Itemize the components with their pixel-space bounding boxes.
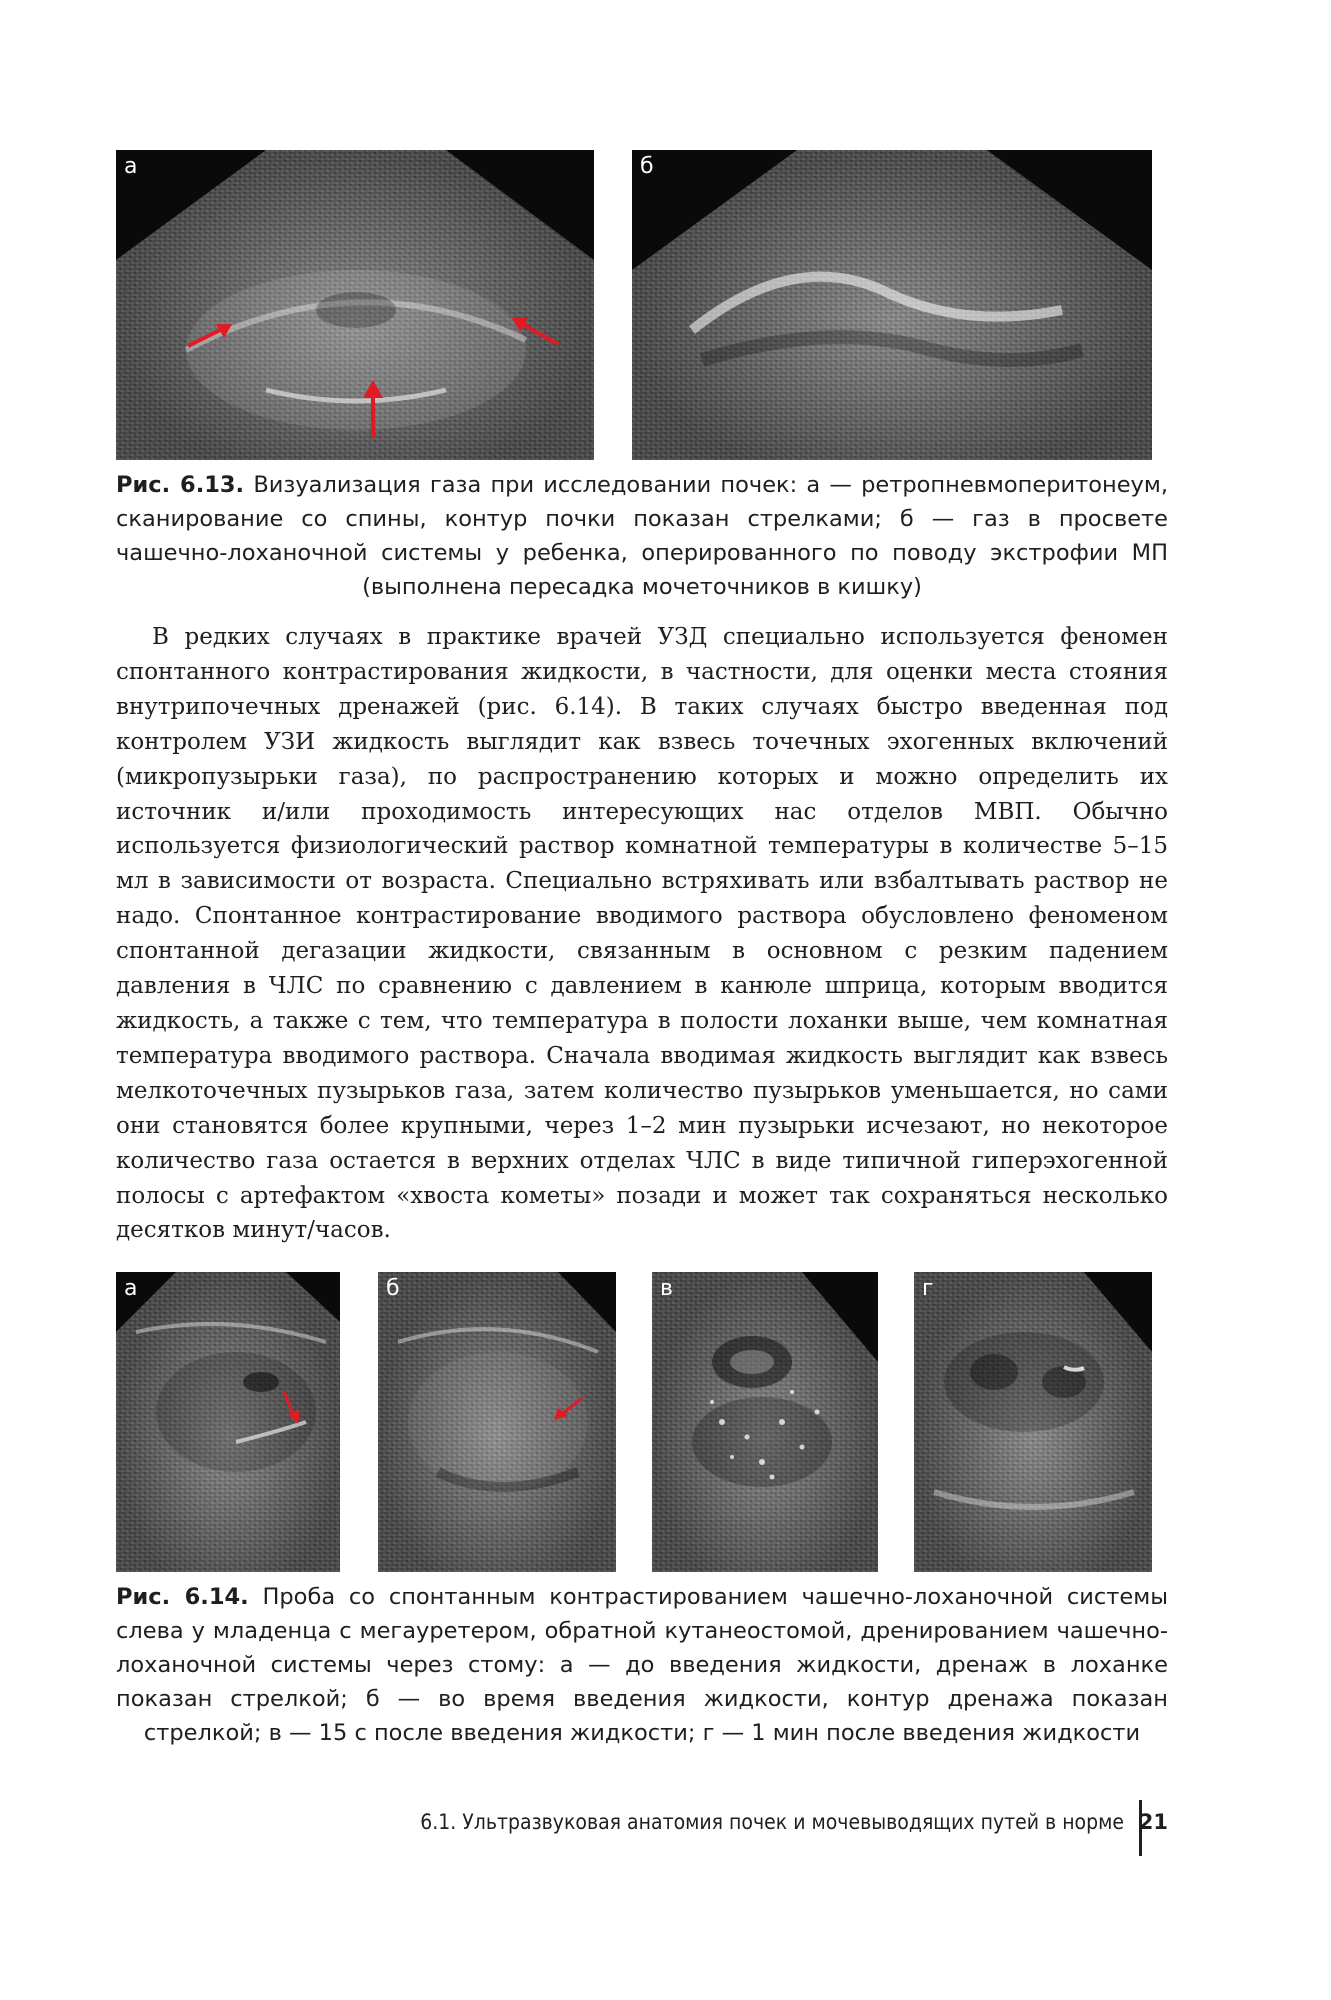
figure-number: Рис. 6.14. <box>116 1584 249 1610</box>
caption-text: Проба со спонтанным контрастированием чашечно-лоханочной системы слева у младенца с мегауретером, обратной кутанеостомой, дренированием чашечно-лоханочной системы через стому: а — до введения жидкости, дренаж в лоханке показан стрелкой; б — во время введения жидкости, контур дренажа показан стрелкой; в — 15 с после введения жидкости; г — 1 мин после введения жидкости <box>116 1584 1168 1746</box>
figure-6-14-panel-c <box>652 1272 878 1572</box>
ultrasound-overlay <box>914 1272 1152 1572</box>
figure-6-14-caption <box>116 1580 1168 1750</box>
ultrasound-overlay <box>652 1272 878 1572</box>
body-paragraph: В редких случаях в практике врачей УЗД специально используется феномен спонтанного контрастирования жидкости, в частности, для оценки места стояния внутрипочечных дренажей (рис. 6.14). В таких случаях быстро введенная под контролем УЗИ жидкость выглядит как взвесь точечных эхогенных включений (микропузырьки газа), по распространению которых и можно определить их источник и/или проходимость интересующих нас отделов МВП. Обычно используется физиологический раствор комнатной температуры в количестве 5–15 мл в зависимости от возраста. Специально встряхивать или взбалтывать раствор не надо. Спонтанное контрастирование вводимого раствора обусловлено феноменом спонтанной дегазации жидкости, связанным в основном с резким падением давления в ЧЛС по сравнению с давлением в канюле шприца, которым вводится жидкость, а также с тем, что температура в полости лоханки выше, чем комнатная температура вводимого раствора. Сначала вводимая жидкость выглядит как взвесь мелкоточечных пузырьков газа, затем количество пузырьков уменьшается, но сами они становятся более крупными, через 1–2 мин пузырьки исчезают, но некоторое количество газа остается в верхних отделах ЧЛС в виде типичной гиперэхогенной полосы с артефактом «хвоста кометы» позади и может так сохраняться несколько десятков минут/часов. <box>116 624 1168 1244</box>
running-title: 6.1. Ультразвуковая анатомия почек и мочевыводящих путей в норме <box>420 1810 1124 1834</box>
panel-label-a: а <box>124 154 138 179</box>
red-arrow-icon <box>358 376 388 442</box>
figure-number: Рис. 6.13. <box>116 472 245 498</box>
figure-6-13-panel-b <box>632 150 1152 460</box>
red-arrow-icon <box>276 1388 306 1428</box>
red-arrow-icon <box>506 310 566 350</box>
red-arrow-icon <box>550 1394 586 1424</box>
caption-text: Визуализация газа при исследовании почек: а — ретропневмоперитонеум, сканирование со спины, контур почки показан стрелками; б — газ в просвете чашечно-лоханочной системы у ребенка, оперированного по поводу экстрофии МП (выполнена пересадка мочеточников в кишку) <box>116 472 1169 600</box>
figure-6-14-panel-d <box>914 1272 1152 1572</box>
panel-label-b: б <box>640 154 654 179</box>
panel-label-d: г <box>922 1276 934 1301</box>
panel-label-b: б <box>386 1276 400 1301</box>
figure-6-14-panel-a <box>116 1272 340 1572</box>
panel-label-c: в <box>660 1276 673 1301</box>
red-arrow-icon <box>180 316 240 352</box>
page-footer <box>116 1800 1168 1856</box>
figure-6-14-panel-b <box>378 1272 616 1572</box>
panel-label-a: а <box>124 1276 138 1301</box>
page-number: 21 <box>1138 1810 1168 1834</box>
ultrasound-overlay <box>116 1272 340 1572</box>
ultrasound-overlay <box>632 150 1152 460</box>
ultrasound-overlay <box>116 150 594 460</box>
figure-6-13-panel-a <box>116 150 594 460</box>
figure-6-13-caption <box>116 468 1168 604</box>
